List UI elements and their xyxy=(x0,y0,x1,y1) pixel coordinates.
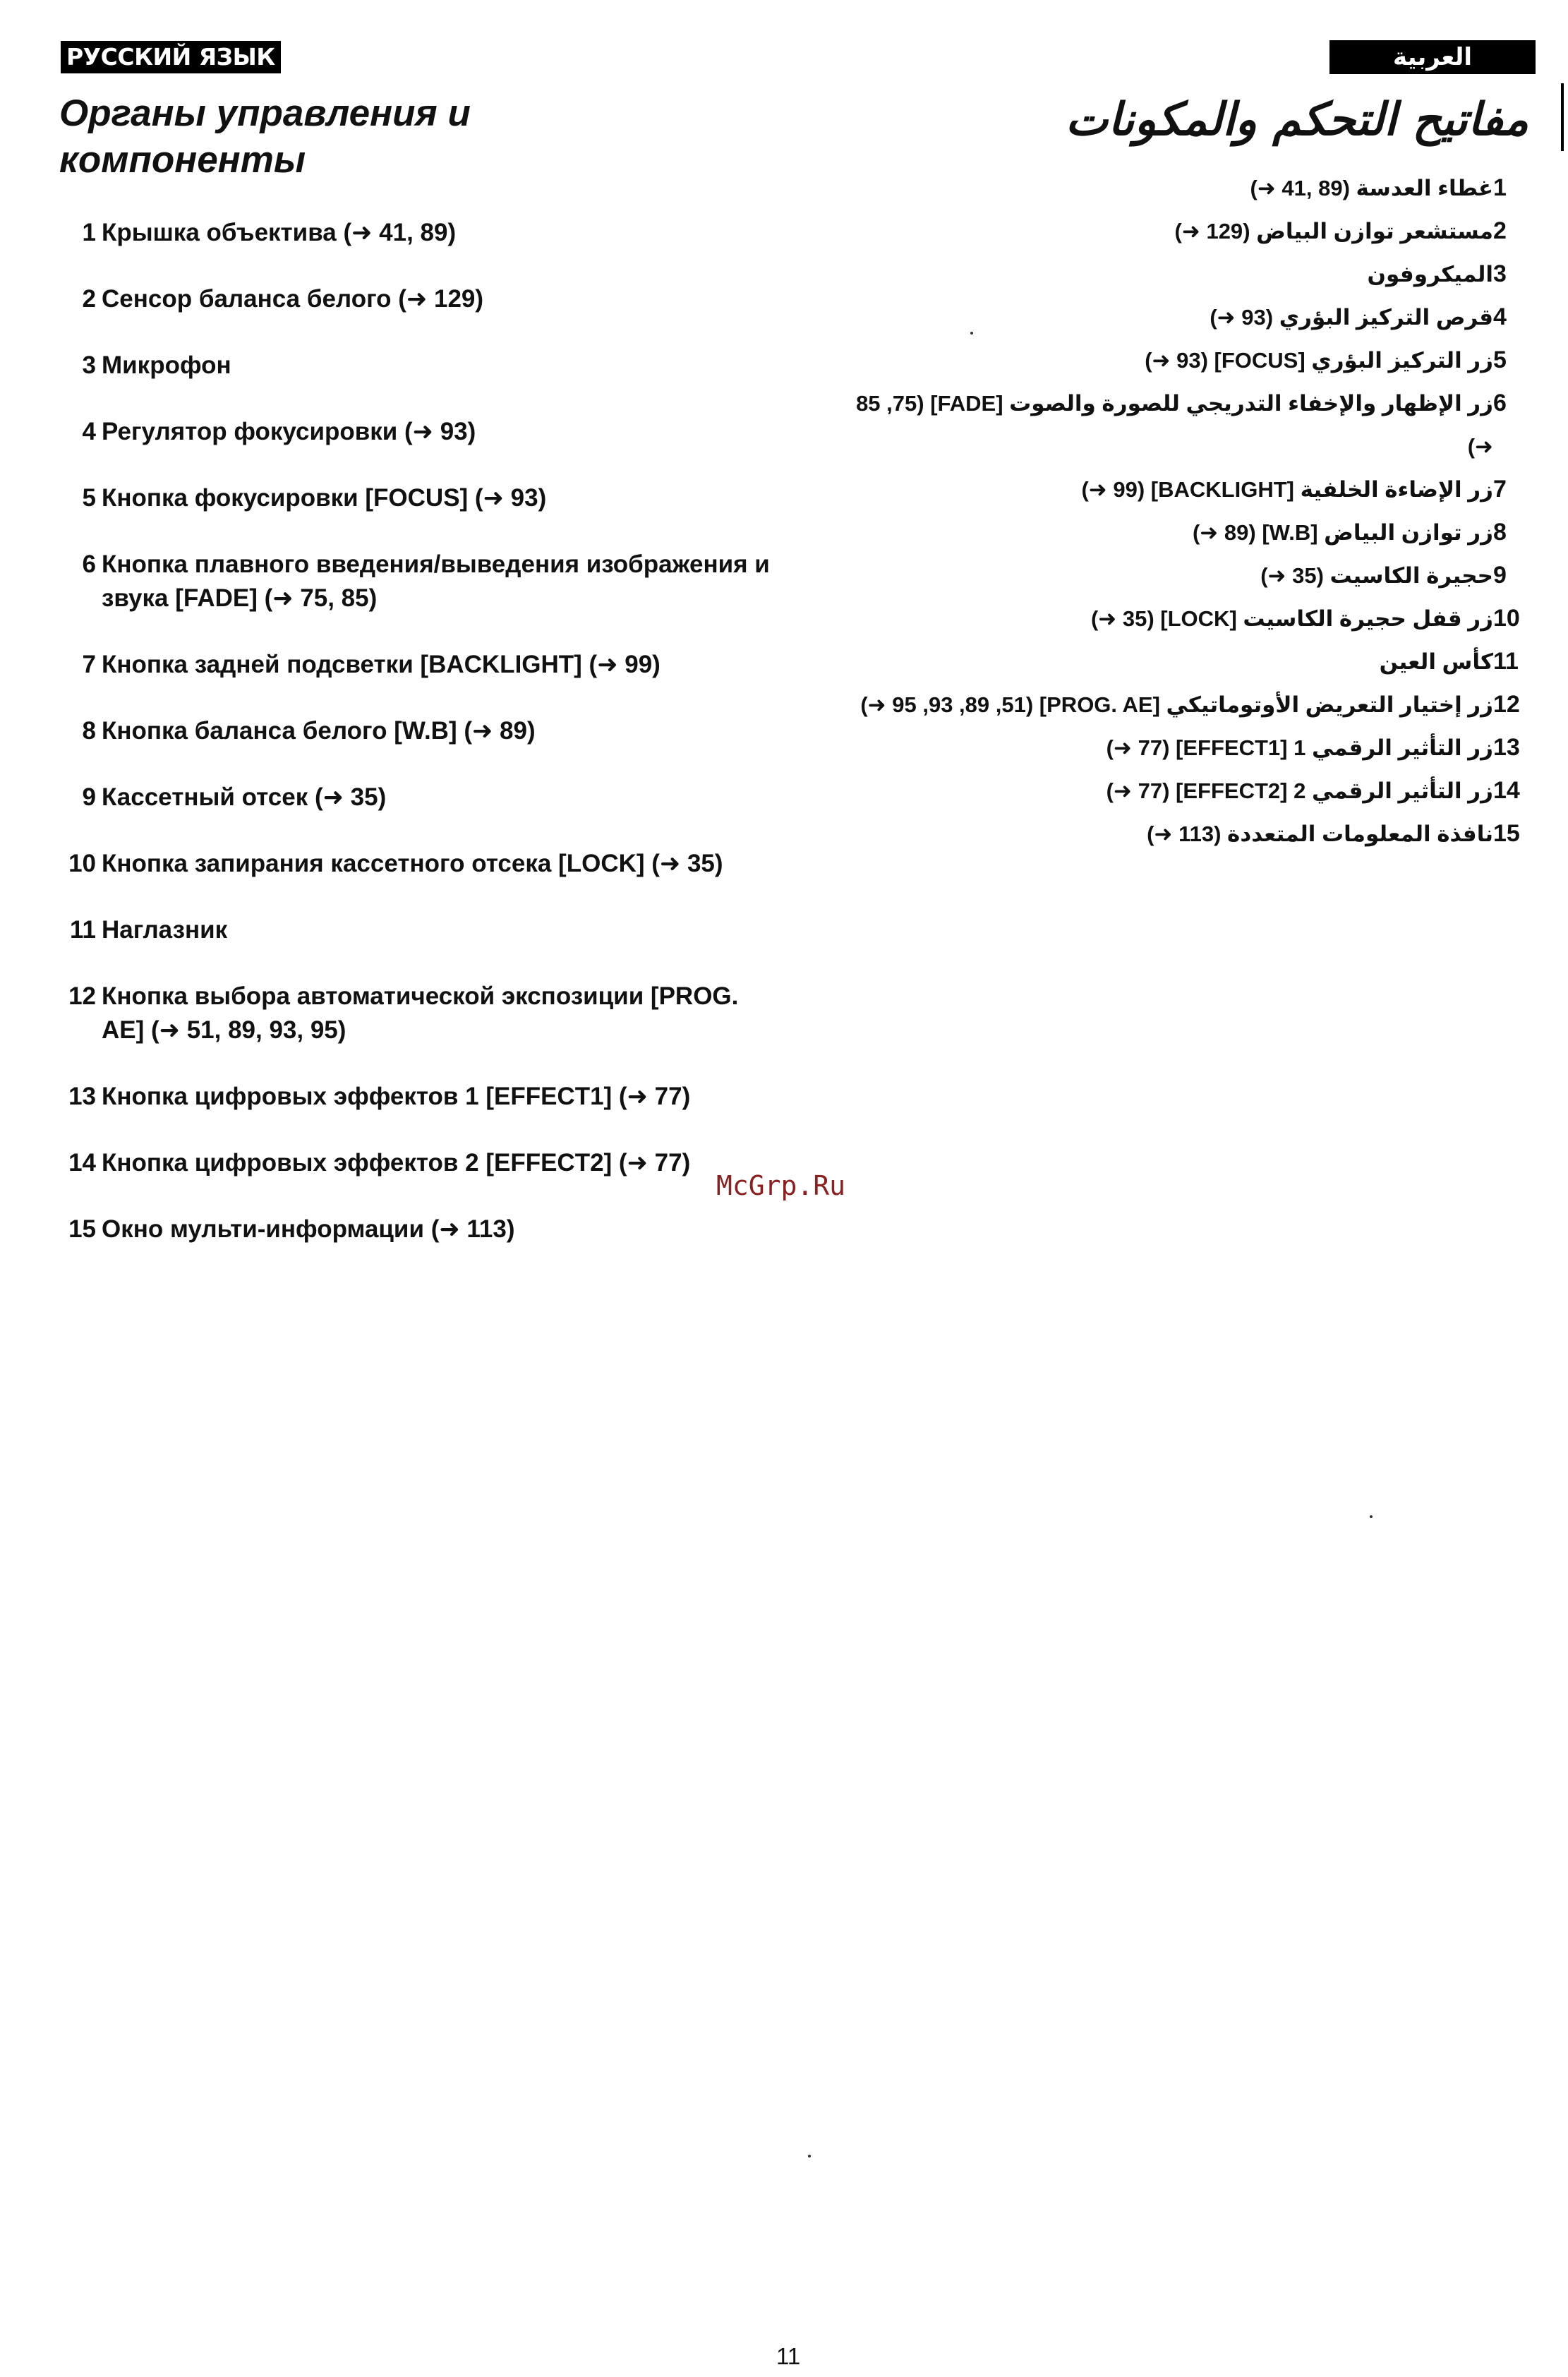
item-text: زر الإضاءة الخلفية [BACKLIGHT] (99 ➜) xyxy=(1081,477,1493,502)
item-text: Регулятор фокусировки (➜ 93) xyxy=(102,418,476,445)
item-text: حجيرة الكاسيت (35 ➜) xyxy=(1260,563,1493,588)
item-text: Кнопка фокусировки [FOCUS] (➜ 93) xyxy=(102,484,547,512)
item-text: Кнопка задней подсветки [BACKLIGHT] (➜ 99) xyxy=(102,651,661,678)
item-number: 9 xyxy=(82,783,96,811)
list-item xyxy=(49,282,783,316)
item-text: زر الإظهار والإخفاء التدريجي للصورة والصوت [FADE] (85 ,75 ➜) xyxy=(856,391,1493,459)
item-number: 7 xyxy=(82,651,96,678)
item-number: 3 xyxy=(1493,260,1507,287)
item-number: 1 xyxy=(82,219,96,246)
item-number: 14 xyxy=(1493,777,1520,804)
item-number: 8 xyxy=(82,717,96,745)
item-number: 2 xyxy=(82,285,96,313)
item-number: 4 xyxy=(1493,303,1507,330)
item-number: 15 xyxy=(68,1215,96,1243)
item-number: 9 xyxy=(1493,562,1507,589)
russian-section-title: Органы управления и компоненты xyxy=(59,92,471,181)
item-number: 5 xyxy=(1493,347,1507,373)
list-item xyxy=(49,216,783,250)
item-text: زر توازن البياض [W.B] (89 ➜) xyxy=(1192,520,1493,545)
list-item xyxy=(49,980,783,1047)
list-item xyxy=(828,769,1534,812)
page-edge-tab-mark xyxy=(1561,83,1564,151)
item-text: زر إختيار التعريض الأوتوماتيكي [PROG. AE] (95 ,93 ,89 ,51 ➜) xyxy=(860,692,1493,717)
russian-component-list xyxy=(49,216,783,1279)
item-text: Микрофон xyxy=(102,351,231,379)
list-item xyxy=(49,349,783,383)
item-text: زر قفل حجيرة الكاسيت [LOCK] (35 ➜) xyxy=(1090,606,1493,631)
item-text: Сенсор баланса белого (➜ 129) xyxy=(102,285,484,313)
item-number: 10 xyxy=(1493,605,1520,632)
list-item xyxy=(828,812,1534,855)
item-text: زر التأثير الرقمي 2 [EFFECT2] (77 ➜) xyxy=(1106,778,1493,803)
list-item xyxy=(49,1146,783,1180)
item-number: 6 xyxy=(1493,390,1507,416)
item-text: مستشعر توازن البياض (129 ➜) xyxy=(1174,219,1493,243)
item-number: 5 xyxy=(82,484,96,512)
list-item xyxy=(49,548,783,615)
item-text: Кнопка плавного введения/выведения изображения и звука [FADE] (➜ 75, 85) xyxy=(102,550,770,612)
item-number: 11 xyxy=(1493,648,1519,675)
list-item xyxy=(828,253,1534,296)
list-item xyxy=(49,648,783,682)
item-number: 2 xyxy=(1493,217,1507,244)
watermark-text: McGrp.Ru xyxy=(716,1170,846,1201)
item-text: كأس العين xyxy=(1379,649,1493,674)
list-item xyxy=(49,781,783,814)
list-item xyxy=(828,339,1534,382)
item-number: 13 xyxy=(68,1083,96,1110)
item-number: 13 xyxy=(1493,734,1520,761)
arabic-component-list xyxy=(828,167,1534,855)
item-text: نافذة المعلومات المتعددة (113 ➜) xyxy=(1147,822,1493,846)
item-text: زر التأثير الرقمي 1 [EFFECT1] (77 ➜) xyxy=(1106,735,1493,760)
list-item xyxy=(828,726,1534,769)
item-number: 12 xyxy=(1493,691,1520,718)
list-item xyxy=(49,415,783,449)
scan-speck xyxy=(808,2155,811,2158)
item-text: الميكروفون xyxy=(1367,262,1493,287)
item-number: 1 xyxy=(1493,174,1507,201)
list-item xyxy=(828,511,1534,554)
item-text: Кнопка выбора автоматической экспозиции [PROG. AE] (➜ 51, 89, 93, 95) xyxy=(102,982,739,1044)
list-item xyxy=(49,1080,783,1114)
list-item xyxy=(828,468,1534,511)
item-number: 10 xyxy=(68,850,96,877)
list-item xyxy=(49,1212,783,1246)
item-number: 6 xyxy=(82,550,96,578)
list-item xyxy=(828,210,1534,253)
item-number: 7 xyxy=(1493,476,1507,503)
item-text: قرص التركيز البؤري (93 ➜) xyxy=(1210,305,1493,330)
list-item xyxy=(828,167,1534,210)
list-item xyxy=(49,714,783,748)
item-number: 15 xyxy=(1493,820,1520,847)
item-text: غطاء العدسة (89 ,41 ➜) xyxy=(1250,176,1493,200)
russian-language-label: РУССКИЙ ЯЗЫК xyxy=(61,41,281,73)
item-number: 12 xyxy=(68,982,96,1010)
item-number: 14 xyxy=(68,1149,96,1177)
item-text: زر التركيز البؤري [FOCUS] (93 ➜) xyxy=(1145,348,1493,373)
list-item xyxy=(828,554,1534,597)
item-text: Кнопка цифровых эффектов 2 [EFFECT2] (➜ 77) xyxy=(102,1149,691,1177)
item-text: Кнопка баланса белого [W.B] (➜ 89) xyxy=(102,717,536,745)
list-item xyxy=(828,296,1534,339)
scan-speck xyxy=(970,332,973,335)
item-text: Крышка объектива (➜ 41, 89) xyxy=(102,219,457,246)
item-text: Окно мульти-информации (➜ 113) xyxy=(102,1215,515,1243)
item-number: 4 xyxy=(82,418,96,445)
item-text: Кассетный отсек (➜ 35) xyxy=(102,783,387,811)
list-item xyxy=(49,913,783,947)
list-item xyxy=(828,640,1534,683)
list-item xyxy=(828,683,1534,726)
item-number: 8 xyxy=(1493,519,1507,546)
list-item xyxy=(828,597,1534,640)
list-item xyxy=(49,847,783,881)
item-number: 3 xyxy=(82,351,96,379)
item-number: 11 xyxy=(70,916,96,944)
list-item xyxy=(49,481,783,515)
list-item xyxy=(828,382,1534,468)
item-text: Наглазник xyxy=(102,916,228,944)
arabic-language-label: العربية xyxy=(1329,40,1536,74)
page-number: 11 xyxy=(776,2343,801,2369)
item-text: Кнопка цифровых эффектов 1 [EFFECT1] (➜ 77) xyxy=(102,1083,691,1110)
arabic-section-title: مفاتيح التحكم والمكونات xyxy=(1065,94,1528,146)
item-text: Кнопка запирания кассетного отсека [LOCK] (➜ 35) xyxy=(102,850,723,877)
scan-speck xyxy=(1370,1515,1373,1518)
